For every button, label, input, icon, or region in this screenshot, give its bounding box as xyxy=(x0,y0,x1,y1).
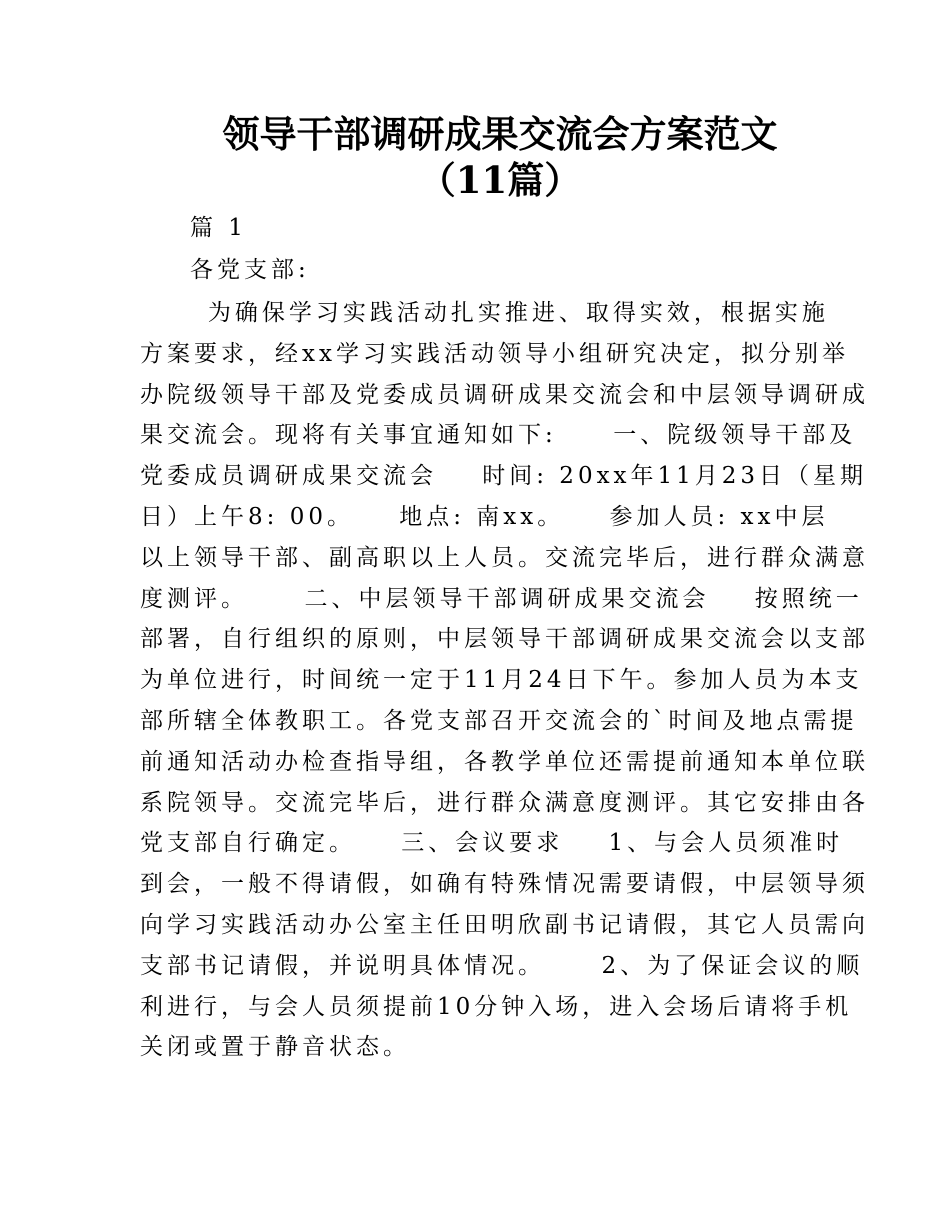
body-line: 前通知活动办检查指导组，各教学单位还需提前通知本单位联 xyxy=(140,748,869,775)
salutation: 各党支部: xyxy=(190,257,310,283)
body-line: 果交流会。现将有关事宜通知如下: 一、院级领导干部及 xyxy=(140,422,857,449)
body-line: 部所辖全体教职工。各党支部召开交流会的`时间及地点需提 xyxy=(140,707,858,734)
body-line: 党支部自行确定。 三、会议要求 1、与会人员须准时 xyxy=(140,830,844,857)
body-line: 向学习实践活动办公室主任田明欣副书记请假，其它人员需向 xyxy=(140,911,869,938)
document-title-count: （11篇） xyxy=(418,158,582,202)
document-title: 领导干部调研成果交流会方案范文 xyxy=(222,112,778,156)
body-line: 办院级领导干部及党委成员调研成果交流会和中层领导调研成 xyxy=(140,381,869,408)
body-line: 支部书记请假，并说明具体情况。 2、为了保证会议的顺 xyxy=(140,952,864,979)
body-line: 方案要求，经xx学习实践活动领导小组研究决定，拟分别举 xyxy=(140,340,849,367)
body-line: 利进行，与会人员须提前10分钟入场，进入会场后请将手机 xyxy=(140,993,853,1020)
body-line: 部署，自行组织的原则，中层领导干部调研成果交流会以支部 xyxy=(140,626,869,653)
body-line: 以上领导干部、副高职以上人员。交流完毕后，进行群众满意 xyxy=(140,544,869,571)
body-line: 党委成员调研成果交流会 时间: 20xx年11月23日（星期 xyxy=(140,463,868,490)
body-line: 度测评。 二、中层领导干部调研成果交流会 按照统一 xyxy=(140,585,863,612)
body-line: 日）上午8: 00。 地点: 南xx。 参加人员: xx中层 xyxy=(140,503,829,530)
section-label: 篇 1 xyxy=(190,215,247,241)
body-line: 系院领导。交流完毕后，进行群众满意度测评。其它安排由各 xyxy=(140,789,869,816)
body-line: 关闭或置于静音状态。 xyxy=(140,1034,410,1061)
body-line: 到会，一般不得请假，如确有特殊情况需要请假，中层领导须 xyxy=(140,871,869,898)
body-line: 为单位进行，时间统一定于11月24日下午。参加人员为本支 xyxy=(140,667,863,694)
body-paragraph xyxy=(140,293,869,1068)
body-line: 为确保学习实践活动扎实推进、取得实效，根据实施 xyxy=(140,300,829,326)
